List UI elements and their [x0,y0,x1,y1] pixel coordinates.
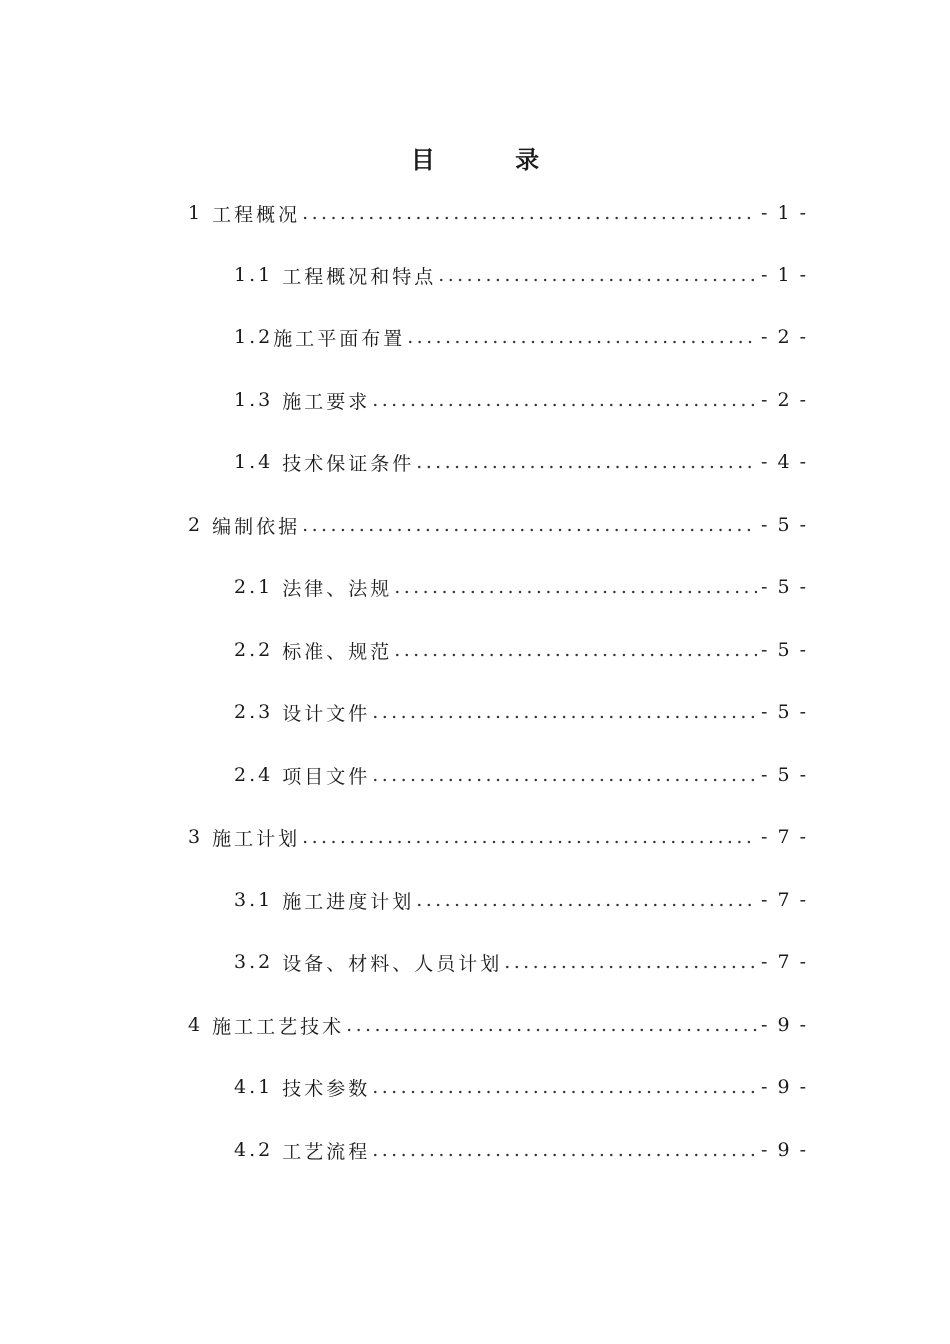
dot-leader [370,701,757,723]
toc-entry-page: - 7 - [760,889,808,911]
dot-leader [392,576,757,598]
toc-entry-number: 3.2 [234,951,274,973]
toc-entry-4[interactable] [188,1010,808,1040]
toc-entry-number: 2.3 [234,701,274,723]
toc-entry-text: 工程概况和特点 [282,265,437,288]
dot-leader [370,1139,757,1161]
toc-entry-text: 设计文件 [282,702,371,725]
dot-leader [414,451,757,473]
toc-entry-2[interactable] [188,510,808,540]
toc-entry-text: 施工计划 [212,827,301,850]
dot-leader [344,1014,757,1036]
toc-entry-1-2[interactable] [234,322,808,352]
toc-entry-page: - 9 - [760,1139,808,1161]
toc-entry-page: - 1 - [760,264,808,286]
dot-leader [414,889,757,911]
toc-entry-3-1[interactable] [234,885,808,915]
toc-entry-page: - 2 - [760,389,808,411]
toc-entry-2-3[interactable] [234,697,808,727]
dot-leader [300,202,757,224]
toc-entry-text: 施工工艺技术 [212,1015,345,1038]
toc-entry-number: 1.3 [234,389,274,411]
toc-entry-number: 2 [188,514,204,536]
toc-entry-text: 施工要求 [282,390,371,413]
toc-entry-page: - 5 - [760,764,808,786]
dot-leader [300,826,757,848]
toc-entry-number: 4.1 [234,1076,274,1098]
toc-entry-number: 1.4 [234,451,274,473]
toc-entry-4-1[interactable] [234,1072,808,1102]
toc-entry-text: 工艺流程 [282,1140,371,1163]
toc-entry-number: 4 [188,1014,204,1036]
toc-entry-text: 技术参数 [282,1077,371,1100]
toc-entry-number: 3 [188,826,204,848]
toc-entry-page: - 9 - [760,1076,808,1098]
toc-entry-page: - 5 - [760,514,808,536]
toc-entry-text: 法律、法规 [282,577,393,600]
toc-entry-page: - 9 - [760,1014,808,1036]
toc-entry-number: 4.2 [234,1139,274,1161]
dot-leader [370,389,757,411]
toc-entry-number: 2.4 [234,764,274,786]
dot-leader [392,639,757,661]
toc-entry-number: 1.1 [234,264,274,286]
toc-entry-text: 施工平面布置 [273,327,406,350]
dot-leader [405,326,757,348]
toc-entry-text: 设备、材料、人员计划 [282,952,503,975]
toc-entry-page: - 5 - [760,701,808,723]
toc-entry-number: 1 [188,202,204,224]
toc-entry-page: - 1 - [760,202,808,224]
toc-entry-number: 2.1 [234,576,274,598]
toc-entry-1-4[interactable] [234,447,808,477]
dot-leader [370,1076,757,1098]
dot-leader [436,264,757,286]
toc-entry-text: 编制依据 [212,515,301,538]
toc-entry-number: 1.2 [234,326,274,348]
toc-entry-page: - 5 - [760,576,808,598]
toc-entry-page: - 2 - [760,326,808,348]
dot-leader [300,514,757,536]
dot-leader [370,764,757,786]
dot-leader [502,951,757,973]
toc-entry-text: 标准、规范 [282,640,393,663]
toc-entry-2-2[interactable] [234,635,808,665]
toc-title: 目 录 [410,145,576,174]
toc-entry-2-1[interactable] [234,572,808,602]
toc-entry-1-1[interactable] [234,260,808,290]
toc-entry-4-2[interactable] [234,1135,808,1165]
toc-entry-text: 技术保证条件 [282,452,415,475]
toc-entry-text: 施工进度计划 [282,890,415,913]
toc-entry-1[interactable] [188,198,808,228]
toc-entry-number: 2.2 [234,639,274,661]
toc-entry-page: - 5 - [760,639,808,661]
toc-entry-page: - 7 - [760,826,808,848]
toc-entry-text: 工程概况 [212,203,301,226]
toc-entry-text: 项目文件 [282,765,371,788]
toc-entry-page: - 7 - [760,951,808,973]
toc-entry-3-2[interactable] [234,947,808,977]
toc-entry-page: - 4 - [760,451,808,473]
toc-entry-3[interactable] [188,822,808,852]
toc-entry-2-4[interactable] [234,760,808,790]
toc-entry-1-3[interactable] [234,385,808,415]
toc-entry-number: 3.1 [234,889,274,911]
